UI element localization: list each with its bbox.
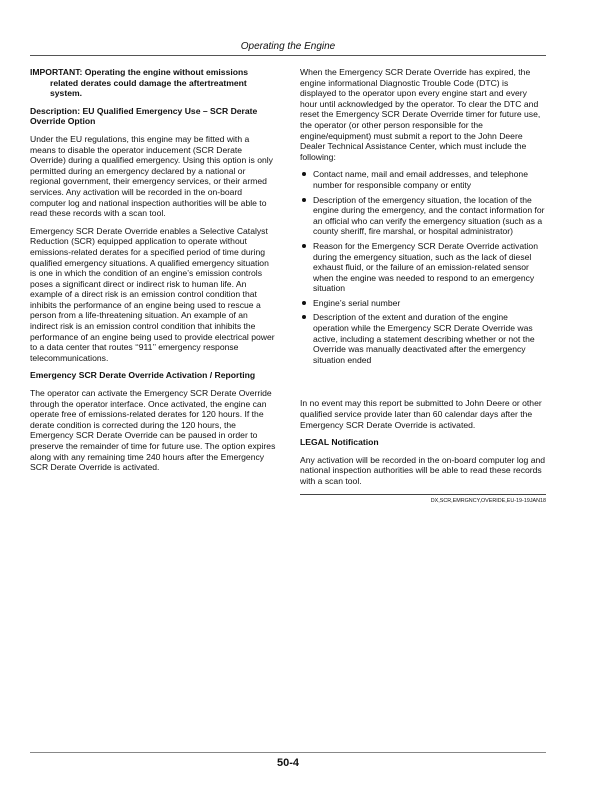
bullet-icon [302,172,306,176]
right-column [300,67,546,505]
report-requirements-list [300,169,546,365]
paragraph-override-enables: Emergency SCR Derate Override enables a Selective Catalyst Reduction (SCR) equipped application to operate without emissions-related derates for a specified period of time during qualified emergency situations. A qualified emergency situation is one in which the condition of an engine’s emission controls poses a significant direct or indirect risk to human life. An example of a direct risk is an emission control condition that inhibits the performance of an engine being used to rescue a person from a life-threatening situation. An example of an indirect risk is an emission control condition that inhibits the performance of an engine being used to provide electrical power to a data center that routes ‘‘911’’ emergency response telecommunications. [30,225,275,363]
list-item: Description of the emergency situation, the location of the engine during the emergency, and the contact information for an official who can verify the emergency situation (such as a county sheriff, fire marshal, or hospital administrator) [300,195,546,237]
left-column [30,67,276,480]
list-item: Description of the extent and duration of the engine operation while the Emergency SCR Derate Override was active, including a statement describing whether or not the Override was manually deactivated after the emergency situation ended [300,312,546,365]
list-item: Contact name, mail and email addresses, and telephone number for responsible company or entity [300,169,546,190]
section-heading-activation: Emergency SCR Derate Override Activation / Reporting [30,370,256,381]
bullet-icon [302,244,306,248]
document-id-rule [300,494,546,495]
running-header: Operating the Engine [240,41,336,52]
important-notice: IMPORTANT: Operating the engine without emissions related derates could damage the aftertreatment system. [30,67,249,99]
bullet-icon [302,315,306,319]
section-heading-description: Description: EU Qualified Emergency Use – SCR Derate Override Option [30,105,258,127]
document-id: DX,SCR,EMRGNCY,OVERIDE,EU-19-19JAN18 [430,497,546,504]
page-number: 50-4 [276,757,300,769]
footer-rule [30,752,546,753]
paragraph-activation: The operator can activate the Emergency SCR Derate Override through the operator interface. Once activated, the engine can operate free of emissions-related derates for 120 hours. If the derate condition is corrected during the 120 hours, the Emergency SCR Derate Override can be paused in order to preserve the remainder of time for future use. The option expires along with any remaining time 240 hours after the Emergency SCR Derate Override is activated. [30,388,276,473]
list-item: Engine’s serial number [300,298,546,309]
paragraph-eu-regulations: Under the EU regulations, this engine may be fitted with a means to disable the operator inducement (SCR Derate Override) during a qualified emergency. Using this option is only permitted during an emergency declared by a national or regional government, their emergency services, or their armed services. Any activation will be recorded in the on-board computer log and national inspection authorities will be able to read these records with a scan tool. [30,133,273,219]
paragraph-legal: Any activation will be recorded in the on-board computer log and national inspection authorities will be able to read these records with a scan tool. [300,454,546,486]
section-heading-legal: LEGAL Notification [300,437,379,448]
paragraph-dtc-report: When the Emergency SCR Derate Override has expired, the engine informational Diagnostic Trouble Code (DTC) is displayed to the operator upon every engine start and every hour until acknowledged by the operator. To clear the DTC and reset the Emergency SCR Derate Override timer for future use, the operator (or other person responsible for the engine/equipment) must submit a report to the John Deere Dealer Technical Assistance Center, which must include the following: [300,67,541,162]
spacer [300,372,546,398]
list-item: Reason for the Emergency SCR Derate Override activation during the emergency situation, such as the lack of diesel exhaust fluid, or the failure of an emission-related sensor when the engine was needed to respond to an emergency situation [300,241,546,294]
paragraph-report-deadline: In no event may this report be submitted to John Deere or other qualified service provide later than 60 calendar days after the Emergency SCR Derate Override is activated. [300,398,542,430]
bullet-icon [302,301,306,305]
bullet-icon [302,198,306,202]
header-rule [30,55,546,56]
